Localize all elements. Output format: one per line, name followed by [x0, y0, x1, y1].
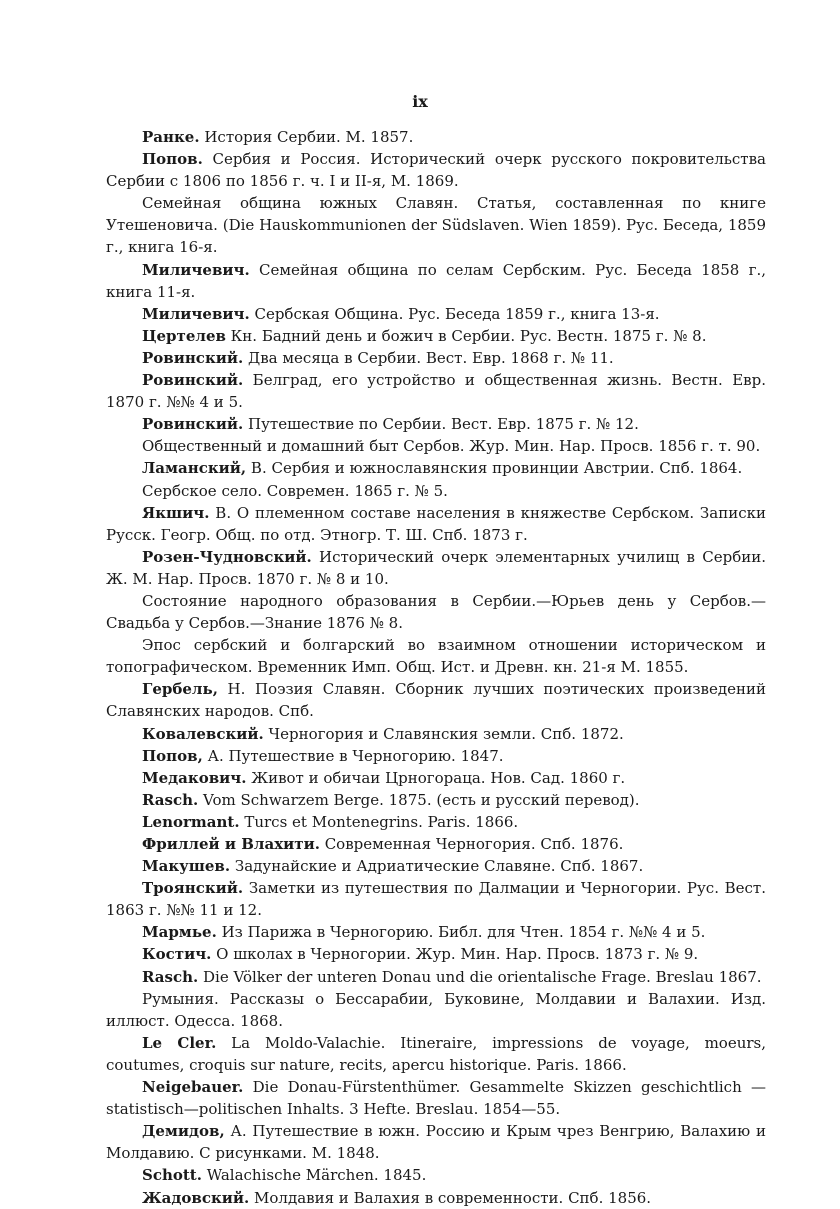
entry-author: Rasch.: [142, 790, 199, 809]
entry-text: Vom Schwarzem Berge. 1875. (есть и русский перевод).: [198, 790, 640, 809]
entry-author: Rasch.: [142, 967, 199, 986]
bibliography-entry: [106, 259, 766, 303]
bibliography-entry: [106, 921, 766, 943]
bibliography-entry: [106, 413, 766, 435]
entry-text: Молдавия и Валахия в современности. Спб. 1856.: [249, 1188, 652, 1207]
entry-author: Le Cler.: [142, 1033, 217, 1052]
entry-text: А. Путешествие в южн. Россию и Крым чрез Венгрию, Валахию и Молдавию. С рисунками. М. 1848.: [106, 1122, 766, 1163]
bibliography-entry: [106, 634, 766, 678]
entry-author: Жадовский.: [142, 1188, 250, 1207]
bibliography-entry: [106, 435, 766, 457]
bibliography-entry: [106, 767, 766, 789]
bibliography-entry: [106, 789, 766, 811]
entry-text: В. Сербия и южнославянския провинции Австрии. Спб. 1864.: [246, 459, 743, 478]
entry-author: Schott.: [142, 1166, 202, 1185]
entry-text: Общественный и домашний быт Сербов. Жур. Мин. Нар. Просв. 1856 г. т. 90.: [142, 437, 761, 456]
entry-text: Черногория и Славянския земли. Спб. 1872.: [263, 724, 624, 743]
entry-author: Фриллей и Влахити.: [142, 835, 320, 853]
entry-author: Мармье.: [142, 923, 217, 942]
entry-text: Белград, его устройство и общественная жизнь. Вестн. Евр. 1870 г. №№ 4 и 5.: [106, 371, 766, 412]
entry-text: La Moldo-Valachie. Itineraire, impressions de voyage, moeurs, coutumes, croquis sur nature, recits, apercu historique. Paris. 1866.: [106, 1033, 766, 1074]
entry-author: Lenormant.: [142, 812, 240, 831]
entry-author: Якшич.: [142, 503, 210, 522]
entry-text: Современная Черногория. Спб. 1876.: [319, 835, 624, 853]
bibliography-entry: [106, 855, 766, 877]
bibliography-entry: [106, 943, 766, 965]
bibliography-entry: [106, 966, 766, 988]
entry-text: Путешествие по Сербии. Вест. Евр. 1875 г. № 12.: [243, 415, 639, 434]
bibliography-entry: [106, 369, 766, 413]
bibliography-entry: [106, 811, 766, 833]
bibliography-entry: [106, 833, 766, 855]
entry-author: Медакович.: [142, 768, 247, 787]
bibliography-entry: [106, 457, 766, 479]
entry-text: Семейная община по селам Сербским. Рус. Беседа 1858 г., книга 11-я.: [106, 260, 766, 301]
bibliography-entry: [106, 877, 766, 921]
entry-text: Семейная община южных Славян. Статья, составленная по книге Утешеновича. (Die Hauskommunionen der Südslaven. Wien 1859). Рус. Беседа, 1859 г., книга 16-я.: [106, 194, 766, 257]
entry-author: Гербель,: [142, 680, 218, 699]
entry-author: Ровинский.: [142, 371, 244, 390]
entry-text: А. Путешествие в Черногорию. 1847.: [202, 746, 504, 765]
entry-text: Живот и обичаи Црногораца. Нов. Сад. 1860 г.: [246, 768, 626, 787]
entry-author: Ровинский.: [142, 415, 244, 434]
entry-text: Состояние народного образования в Сербии.—Юрьев день у Сербов.—Свадьба у Сербов.—Знание 1876 № 8.: [106, 591, 766, 633]
entry-text: Walachische Märchen. 1845.: [201, 1166, 427, 1185]
entry-text: О школах в Черногории. Жур. Мин. Нар. Просв. 1873 г. № 9.: [211, 945, 699, 964]
entry-text: Эпос сербский и болгарский во взаимном отношении историческом и топографическом. Временник Имп. Общ. Ист. и Древн. кн. 21-я М. 1855.: [106, 636, 766, 677]
entry-author: Ламанский,: [142, 459, 247, 478]
bibliography-entry: [106, 347, 766, 369]
bibliography-entry: [106, 192, 766, 258]
entry-text: Н. Поэзия Славян. Сборник лучших поэтических произведений Славянских народов. Спб.: [106, 680, 766, 721]
bibliography-entry: [106, 590, 766, 634]
entry-author: Миличевич.: [142, 304, 250, 323]
entry-text: Сербская Община. Рус. Беседа 1859 г., книга 13-я.: [249, 304, 660, 323]
entry-text: Исторический очерк элементарных училищ в Сербии. Ж. М. Нар. Просв. 1870 г. № 8 и 10.: [106, 547, 766, 588]
entry-author: Макушев.: [142, 857, 231, 876]
bibliography-entry: [106, 126, 766, 148]
bibliography-entry: [106, 303, 766, 325]
bibliography-entry: [106, 1032, 766, 1076]
bibliography-entry: [106, 1187, 766, 1209]
entry-text: Из Парижа в Черногорию. Библ. для Чтен. 1854 г. №№ 4 и 5.: [216, 923, 706, 942]
entry-text: Сербское село. Современ. 1865 г. № 5.: [142, 481, 448, 500]
entry-author: Цертелев: [142, 326, 226, 345]
bibliography-entry: [106, 502, 766, 546]
bibliography-entry: [106, 148, 766, 192]
entry-author: Попов,: [142, 746, 203, 765]
entry-text: Заметки из путешествия по Далмации и Черногории. Рус. Вест. 1863 г. №№ 11 и 12.: [106, 879, 766, 920]
entry-author: Костич.: [142, 945, 212, 964]
entry-text: Die Völker der unteren Donau und die orientalische Frage. Breslau 1867.: [198, 967, 762, 986]
bibliography-entry: [106, 988, 766, 1032]
entry-author: Ранке.: [142, 128, 200, 146]
bibliography-entry: [106, 1164, 766, 1186]
entry-text: Румыния. Рассказы о Бессарабии, Буковине, Молдавии и Валахии. Изд. иллюст. Одесса. 1868.: [106, 989, 766, 1030]
page-number: ix: [412, 92, 428, 111]
entry-author: Ровинский.: [142, 348, 244, 367]
entry-author: Neigebauer.: [142, 1078, 244, 1097]
entry-author: Розен-Чудновский.: [142, 547, 312, 566]
entry-text: Turcs et Montenegrins. Paris. 1866.: [239, 812, 519, 831]
entry-author: Попов.: [142, 150, 203, 169]
bibliography-entry: [106, 480, 766, 502]
entry-text: Задунайские и Адриатические Славяне. Спб. 1867.: [230, 857, 644, 876]
bibliography-entry: [106, 678, 766, 722]
entry-text: История Сербии. М. 1857.: [199, 128, 414, 146]
bibliography-entry: [106, 1120, 766, 1164]
bibliography-entry: [106, 745, 766, 767]
bibliography-entry: [106, 1076, 766, 1120]
entry-text: В. О племенном составе населения в княжестве Сербском. Записки Русск. Геогр. Общ. по отд. Этногр. Т. Ш. Спб. 1873 г.: [106, 503, 766, 544]
entry-author: Троянский.: [142, 879, 244, 898]
entry-author: Демидов,: [142, 1122, 225, 1141]
entry-text: Die Donau-Fürstenthümer. Gesammelte Skizzen geschichtlich — statistisch—politischen Inhalts. 3 Hefte. Breslau. 1854—55.: [106, 1078, 766, 1119]
bibliography-entry: [106, 325, 766, 347]
entry-text: Сербия и Россия. Исторический очерк русского покровительства Сербии с 1806 по 1856 г. ч. I и II-я, М. 1869.: [106, 150, 766, 191]
entry-author: Ковалевский.: [142, 724, 264, 743]
bibliography-list: [106, 126, 766, 1209]
entry-text: Кн. Бадний день и божич в Сербии. Рус. Вестн. 1875 г. № 8.: [225, 326, 707, 345]
bibliography-entry: [106, 546, 766, 590]
bibliography-entry: [106, 723, 766, 745]
entry-author: Миличевич.: [142, 260, 250, 279]
entry-text: Два месяца в Сербии. Вест. Евр. 1868 г. № 11.: [243, 348, 614, 367]
